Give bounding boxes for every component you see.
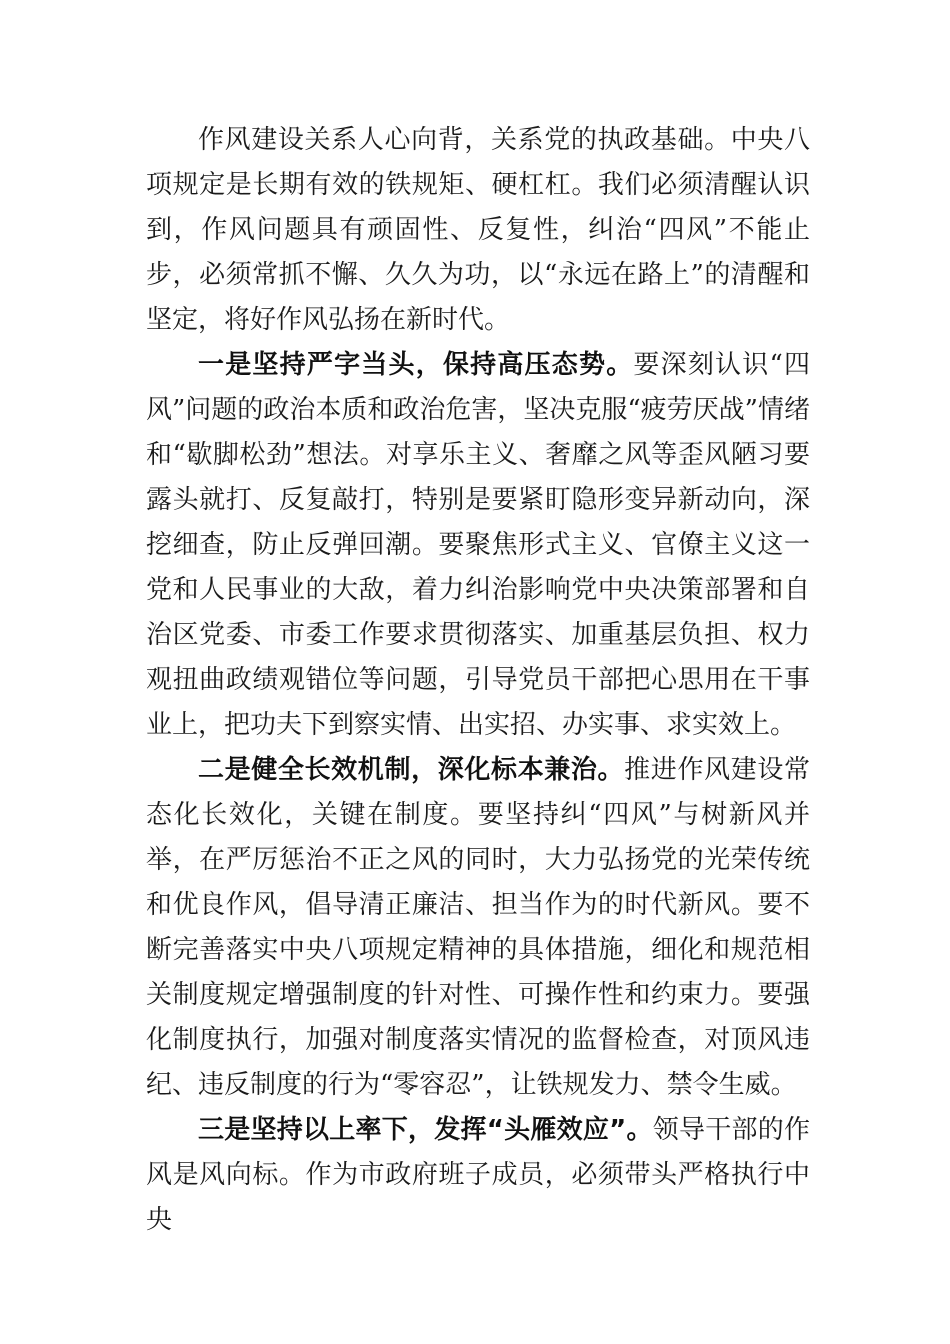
paragraph-text: 领导干部的作风是风向标。作为市政府班子成员，必须带头严格执行中央 [146,1115,810,1235]
paragraph-point-three [146,1108,810,1243]
paragraph-lead: 一是坚持严字当头，保持高压态势。 [198,350,634,380]
paragraph-point-two [146,748,810,1108]
paragraph-text: 要深刻认识“四风”问题的政治本质和政治危害，坚决克服“疲劳厌战”情绪和“歇脚松劲”想法。对享乐主义、奢靡之风等歪风陋习要露头就打、反复敲打，特别是要紧盯隐形变异新动向，深挖细查，防止反弹回潮。要聚焦形式主义、官僚主义这一党和人民事业的大敌，着力纠治影响党中央决策部署和自治区党委、市委工作要求贯彻落实、加重基层负担、权力观扭曲政绩观错位等问题，引导党员干部把心思用在干事业上，把功夫下到察实情、出实招、办实事、求实效上。 [146,350,810,740]
paragraph-lead: 二是健全长效机制，深化标本兼治。 [198,755,625,785]
paragraph-text: 作风建设关系人心向背，关系党的执政基础。中央八项规定是长期有效的铁规矩、硬杠杠。我们必须清醒认识到，作风问题具有顽固性、反复性，纠治“四风”不能止步，必须常抓不懈、久久为功，以“永远在路上”的清醒和坚定，将好作风弘扬在新时代。 [146,125,810,335]
document-body [146,118,810,1243]
paragraph-lead: 三是坚持以上率下，发挥“头雁效应”。 [198,1115,653,1145]
paragraph-intro [146,118,810,343]
paragraph-text: 推进作风建设常态化长效化，关键在制度。要坚持纠“四风”与树新风并举，在严厉惩治不正之风的同时，大力弘扬党的光荣传统和优良作风，倡导清正廉洁、担当作为的时代新风。要不断完善落实中央八项规定精神的具体措施，细化和规范相关制度规定增强制度的针对性、可操作性和约束力。要强化制度执行，加强对制度落实情况的监督检查，对顶风违纪、违反制度的行为“零容忍”，让铁规发力、禁令生威。 [146,755,810,1100]
paragraph-point-one [146,343,810,748]
